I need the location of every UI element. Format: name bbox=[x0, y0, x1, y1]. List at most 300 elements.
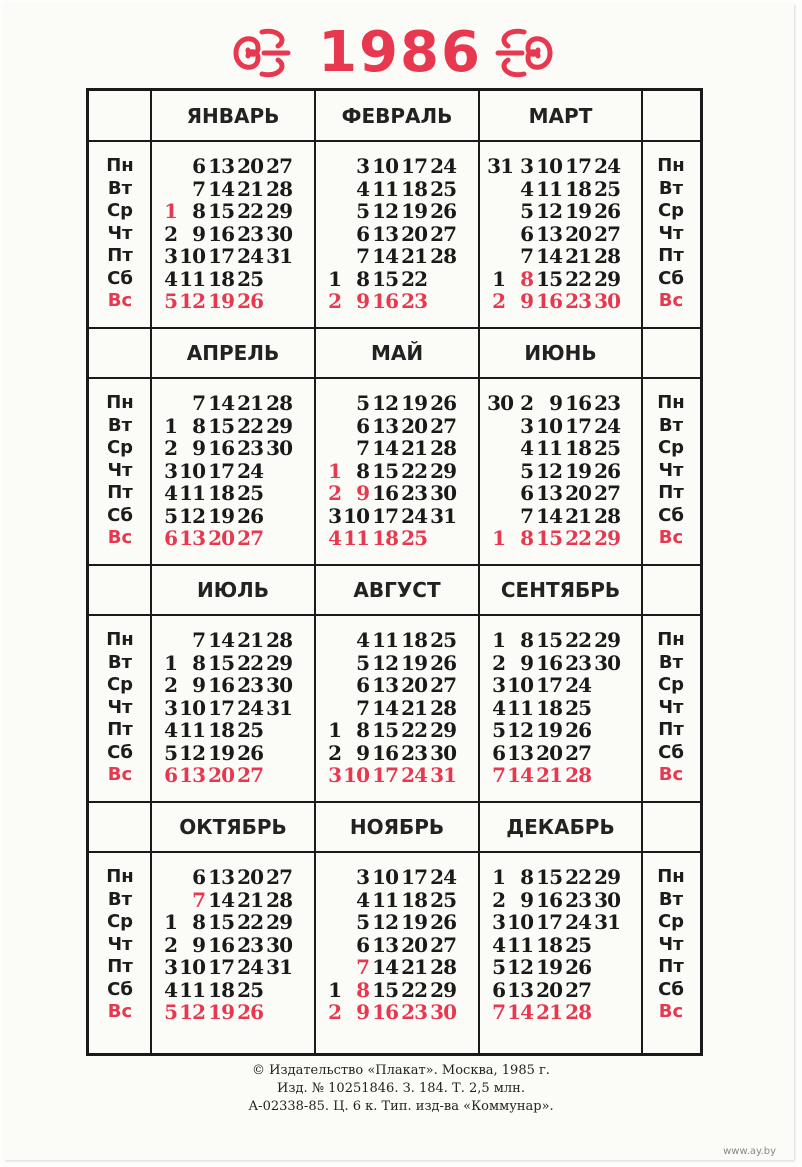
day-number: 16 bbox=[208, 436, 234, 460]
weekday-row bbox=[155, 245, 311, 268]
day-number: 15 bbox=[208, 910, 234, 934]
day-number: 13 bbox=[536, 481, 562, 505]
weekday-labels-right bbox=[643, 392, 699, 550]
day-number: 12 bbox=[507, 955, 533, 979]
day-number: 18 bbox=[401, 176, 427, 201]
day-number: 18 bbox=[401, 628, 427, 652]
day-number: 9 bbox=[356, 740, 369, 765]
weekday-label: Ср bbox=[106, 200, 134, 221]
day-number: 28 bbox=[594, 244, 620, 268]
day-number: 3 bbox=[492, 910, 505, 934]
weekday-row bbox=[155, 1001, 311, 1024]
weekday-row bbox=[483, 934, 638, 957]
weekday-row bbox=[155, 719, 311, 742]
day-number: 25 bbox=[594, 436, 620, 460]
day-number: 12 bbox=[372, 199, 398, 223]
day-number: 28 bbox=[430, 244, 456, 268]
day-number: 3 bbox=[164, 955, 177, 979]
day-number: 13 bbox=[372, 221, 398, 246]
day-number: 20 bbox=[237, 865, 263, 889]
day-number: 15 bbox=[372, 718, 398, 742]
day-number: 6 bbox=[192, 154, 205, 178]
day-number: 25 bbox=[565, 695, 591, 720]
day-number: 5 bbox=[164, 1000, 177, 1024]
day-number: 27 bbox=[565, 977, 591, 1002]
day-number: 13 bbox=[179, 526, 205, 550]
weekday-row bbox=[155, 742, 311, 765]
day-number: 21 bbox=[565, 503, 591, 528]
day-number: 24 bbox=[430, 154, 456, 178]
day-number: 14 bbox=[507, 1000, 533, 1024]
day-number: 10 bbox=[343, 763, 369, 787]
day-number: 24 bbox=[237, 955, 263, 979]
weekday-row bbox=[483, 505, 638, 528]
day-number: 9 bbox=[520, 887, 533, 912]
day-number: 2 bbox=[164, 436, 177, 460]
day-number: 9 bbox=[520, 650, 533, 675]
day-number: 17 bbox=[536, 910, 562, 934]
day-number: 28 bbox=[594, 503, 620, 528]
ornament-right-icon bbox=[494, 24, 558, 82]
day-number: 29 bbox=[266, 199, 292, 223]
weekday-label: Пн bbox=[657, 392, 685, 413]
day-number: 2 bbox=[164, 932, 177, 957]
day-number: 27 bbox=[594, 221, 620, 246]
day-number: 2 bbox=[164, 221, 177, 246]
day-number: 27 bbox=[430, 413, 456, 438]
month-name-12: ДЕКАБРЬ bbox=[506, 815, 615, 839]
month-name-6: ИЮНЬ bbox=[524, 341, 597, 365]
weekday-row bbox=[483, 223, 638, 246]
day-number: 7 bbox=[356, 436, 369, 460]
weekday-row bbox=[319, 178, 475, 201]
weekday-row bbox=[483, 866, 638, 889]
day-number: 30 bbox=[594, 650, 620, 675]
day-number: 9 bbox=[356, 289, 369, 313]
day-number: 20 bbox=[208, 526, 234, 550]
day-number: 8 bbox=[356, 977, 369, 1002]
day-number: 5 bbox=[356, 650, 369, 675]
day-number: 14 bbox=[372, 955, 398, 979]
day-number: 23 bbox=[401, 1000, 427, 1024]
weekday-row bbox=[319, 460, 475, 483]
day-number: 9 bbox=[192, 436, 205, 460]
day-number: 13 bbox=[372, 673, 398, 697]
day-number: 11 bbox=[372, 628, 398, 652]
weekday-labels-right bbox=[643, 629, 699, 787]
day-number: 2 bbox=[328, 740, 341, 765]
watermark: www.ay.by bbox=[723, 1146, 776, 1157]
day-number: 10 bbox=[179, 244, 205, 268]
day-number: 16 bbox=[536, 650, 562, 675]
day-number: 14 bbox=[536, 503, 562, 528]
day-number: 19 bbox=[208, 503, 234, 528]
day-number: 17 bbox=[565, 413, 591, 438]
day-number: 20 bbox=[401, 673, 427, 697]
day-number: 23 bbox=[401, 481, 427, 505]
day-number: 30 bbox=[430, 1000, 456, 1024]
day-number: 28 bbox=[266, 176, 292, 201]
day-number: 27 bbox=[430, 673, 456, 697]
day-number: 23 bbox=[565, 289, 591, 313]
weekday-row bbox=[319, 245, 475, 268]
day-number: 1 bbox=[328, 977, 341, 1002]
day-number: 25 bbox=[237, 977, 263, 1002]
day-number: 25 bbox=[237, 718, 263, 742]
weekday-row bbox=[155, 178, 311, 201]
weekday-label: Вс bbox=[107, 764, 133, 785]
day-number: 27 bbox=[266, 154, 292, 178]
day-number: 1 bbox=[328, 718, 341, 742]
day-number: 9 bbox=[192, 221, 205, 246]
day-number: 26 bbox=[565, 955, 591, 979]
day-number: 18 bbox=[208, 481, 234, 505]
day-number: 12 bbox=[179, 1000, 205, 1024]
day-number: 12 bbox=[372, 650, 398, 675]
day-number: 29 bbox=[594, 865, 620, 889]
day-number: 23 bbox=[237, 673, 263, 697]
weekday-label: Вт bbox=[107, 177, 133, 199]
month-name-8: АВГУСТ bbox=[353, 578, 441, 602]
day-number: 24 bbox=[565, 910, 591, 934]
day-number: 1 bbox=[164, 910, 177, 934]
day-number: 17 bbox=[401, 865, 427, 889]
day-number: 23 bbox=[594, 391, 620, 415]
day-number: 24 bbox=[594, 154, 620, 178]
weekday-labels-left bbox=[92, 392, 148, 550]
day-number: 28 bbox=[430, 436, 456, 460]
day-number: 24 bbox=[401, 503, 427, 528]
day-number: 16 bbox=[208, 932, 234, 957]
day-number: 10 bbox=[179, 955, 205, 979]
weekday-row bbox=[483, 911, 638, 934]
day-number: 24 bbox=[401, 763, 427, 787]
day-number: 13 bbox=[372, 932, 398, 957]
day-number: 7 bbox=[192, 628, 205, 652]
day-number: 31 bbox=[430, 503, 456, 528]
day-number: 23 bbox=[237, 221, 263, 246]
month-body-3 bbox=[483, 155, 638, 315]
day-number: 26 bbox=[430, 650, 456, 675]
day-number: 19 bbox=[401, 391, 427, 415]
day-number: 10 bbox=[179, 695, 205, 720]
day-number: 28 bbox=[266, 391, 292, 415]
weekday-row bbox=[155, 415, 311, 438]
day-number: 8 bbox=[356, 458, 369, 483]
weekday-label: Вт bbox=[658, 414, 684, 436]
weekday-label: Ср bbox=[657, 674, 685, 695]
day-number: 11 bbox=[507, 695, 533, 720]
ornament-left-icon bbox=[228, 24, 292, 82]
day-number: 25 bbox=[401, 526, 427, 550]
day-number: 8 bbox=[520, 628, 533, 652]
weekday-label: Сб bbox=[107, 741, 133, 763]
day-number: 11 bbox=[507, 932, 533, 957]
day-number: 5 bbox=[492, 718, 505, 742]
month-name-9: СЕНТЯБРЬ bbox=[500, 578, 621, 602]
month-name-2: ФЕВРАЛЬ bbox=[341, 104, 453, 128]
day-number: 11 bbox=[343, 526, 369, 550]
day-number: 5 bbox=[520, 458, 533, 483]
day-number: 21 bbox=[237, 391, 263, 415]
weekday-label: Чт bbox=[107, 933, 133, 955]
day-number: 22 bbox=[401, 718, 427, 742]
imprint-line-2: Изд. № 10251846. З. 184. Т. 2,5 млн. bbox=[277, 1081, 525, 1096]
day-number: 4 bbox=[492, 932, 505, 957]
weekday-row bbox=[483, 268, 638, 291]
day-number: 14 bbox=[208, 391, 234, 415]
weekday-label: Пн bbox=[106, 629, 134, 650]
weekday-label: Сб bbox=[658, 504, 684, 526]
day-number: 30 bbox=[266, 221, 292, 246]
day-number: 12 bbox=[536, 199, 562, 223]
day-number: 25 bbox=[565, 932, 591, 957]
day-number: 27 bbox=[430, 221, 456, 246]
weekday-row bbox=[483, 719, 638, 742]
day-number: 22 bbox=[401, 977, 427, 1002]
day-number: 1 bbox=[328, 266, 341, 291]
day-number: 2 bbox=[164, 673, 177, 697]
day-number: 26 bbox=[565, 718, 591, 742]
day-number: 16 bbox=[536, 887, 562, 912]
day-number: 8 bbox=[192, 910, 205, 934]
day-number: 30 bbox=[266, 436, 292, 460]
weekday-row bbox=[319, 742, 475, 765]
day-number: 17 bbox=[208, 695, 234, 720]
day-number: 6 bbox=[164, 526, 177, 550]
day-number: 15 bbox=[372, 977, 398, 1002]
day-number: 30 bbox=[594, 887, 620, 912]
day-number: 21 bbox=[536, 1000, 562, 1024]
day-number: 29 bbox=[430, 718, 456, 742]
day-number: 6 bbox=[492, 977, 505, 1002]
weekday-row bbox=[155, 866, 311, 889]
weekday-label: Пн bbox=[106, 866, 134, 887]
day-number: 17 bbox=[565, 154, 591, 178]
day-number: 18 bbox=[536, 695, 562, 720]
day-number: 26 bbox=[594, 199, 620, 223]
weekday-row bbox=[155, 956, 311, 979]
day-number: 20 bbox=[401, 413, 427, 438]
day-number: 7 bbox=[356, 955, 369, 979]
day-number: 6 bbox=[356, 221, 369, 246]
day-number: 24 bbox=[594, 413, 620, 438]
weekday-row bbox=[319, 223, 475, 246]
day-number: 4 bbox=[164, 481, 177, 505]
weekday-row bbox=[155, 200, 311, 223]
day-number: 27 bbox=[430, 932, 456, 957]
day-number: 3 bbox=[356, 865, 369, 889]
calendar-grid bbox=[86, 88, 703, 1056]
day-number: 22 bbox=[565, 628, 591, 652]
day-number: 14 bbox=[372, 695, 398, 720]
month-name-3: МАРТ bbox=[528, 104, 593, 128]
day-number: 10 bbox=[179, 458, 205, 483]
weekday-label: Пт bbox=[107, 956, 133, 977]
day-number: 2 bbox=[492, 650, 505, 675]
day-number: 10 bbox=[343, 503, 369, 528]
day-number: 23 bbox=[237, 436, 263, 460]
day-number: 5 bbox=[164, 289, 177, 313]
weekday-labels-left bbox=[92, 866, 148, 1024]
day-number: 7 bbox=[192, 887, 205, 912]
day-number: 31 bbox=[266, 244, 292, 268]
day-number: 19 bbox=[401, 650, 427, 675]
month-name-1: ЯНВАРЬ bbox=[186, 104, 280, 128]
day-number: 24 bbox=[237, 695, 263, 720]
day-number: 2 bbox=[328, 1000, 341, 1024]
day-number: 18 bbox=[208, 718, 234, 742]
month-body-11 bbox=[319, 866, 475, 1026]
day-number: 4 bbox=[328, 526, 341, 550]
day-number: 12 bbox=[536, 458, 562, 483]
day-number: 18 bbox=[401, 887, 427, 912]
day-number: 22 bbox=[565, 266, 591, 291]
day-number: 3 bbox=[520, 154, 533, 178]
day-number: 18 bbox=[372, 526, 398, 550]
day-number: 31 bbox=[487, 154, 513, 178]
day-number: 20 bbox=[401, 221, 427, 246]
day-number: 1 bbox=[164, 413, 177, 438]
day-number: 19 bbox=[536, 718, 562, 742]
day-number: 3 bbox=[164, 458, 177, 483]
day-number: 14 bbox=[208, 176, 234, 201]
day-number: 6 bbox=[356, 932, 369, 957]
weekday-row bbox=[155, 223, 311, 246]
day-number: 13 bbox=[507, 977, 533, 1002]
day-number: 21 bbox=[401, 244, 427, 268]
weekday-label: Сб bbox=[107, 978, 133, 1000]
day-number: 15 bbox=[208, 199, 234, 223]
day-number: 10 bbox=[536, 413, 562, 438]
weekday-label: Вс bbox=[107, 527, 133, 548]
day-number: 30 bbox=[487, 391, 513, 415]
weekday-row bbox=[319, 437, 475, 460]
day-number: 24 bbox=[237, 244, 263, 268]
day-number: 1 bbox=[492, 266, 505, 291]
weekday-row bbox=[319, 697, 475, 720]
day-number: 12 bbox=[507, 718, 533, 742]
day-number: 21 bbox=[401, 955, 427, 979]
weekday-label: Сб bbox=[658, 741, 684, 763]
day-number: 23 bbox=[565, 887, 591, 912]
day-number: 10 bbox=[536, 154, 562, 178]
day-number: 2 bbox=[328, 481, 341, 505]
day-number: 5 bbox=[520, 199, 533, 223]
weekday-label: Пт bbox=[658, 482, 684, 503]
day-number: 26 bbox=[430, 391, 456, 415]
weekday-row bbox=[319, 889, 475, 912]
day-number: 3 bbox=[328, 503, 341, 528]
weekday-label: Сб bbox=[107, 504, 133, 526]
day-number: 15 bbox=[536, 526, 562, 550]
day-number: 30 bbox=[266, 673, 292, 697]
day-number: 21 bbox=[565, 244, 591, 268]
weekday-label: Вс bbox=[107, 290, 133, 311]
day-number: 7 bbox=[520, 244, 533, 268]
day-number: 29 bbox=[594, 526, 620, 550]
day-number: 5 bbox=[164, 740, 177, 765]
day-number: 21 bbox=[237, 887, 263, 912]
day-number: 28 bbox=[565, 763, 591, 787]
day-number: 20 bbox=[401, 932, 427, 957]
weekday-row bbox=[483, 742, 638, 765]
weekday-label: Ср bbox=[657, 911, 685, 932]
weekday-label: Ср bbox=[106, 674, 134, 695]
weekday-row bbox=[155, 911, 311, 934]
weekday-label: Вс bbox=[107, 1001, 133, 1022]
day-number: 30 bbox=[594, 289, 620, 313]
weekday-label: Ср bbox=[106, 437, 134, 458]
day-number: 25 bbox=[237, 266, 263, 291]
day-number: 19 bbox=[565, 458, 591, 483]
imprint-line-3: А-02338-85. Ц. 6 к. Тип. изд-ва «Коммунар». bbox=[248, 1099, 554, 1114]
weekday-label: Пн bbox=[106, 155, 134, 176]
weekday-row bbox=[483, 290, 638, 313]
day-number: 13 bbox=[208, 865, 234, 889]
day-number: 29 bbox=[594, 628, 620, 652]
month-body-12 bbox=[483, 866, 638, 1026]
weekday-row bbox=[319, 527, 475, 550]
day-number: 2 bbox=[492, 289, 505, 313]
day-number: 4 bbox=[520, 176, 533, 201]
weekday-row bbox=[155, 392, 311, 415]
day-number: 22 bbox=[401, 266, 427, 291]
weekday-row bbox=[319, 911, 475, 934]
day-number: 14 bbox=[208, 628, 234, 652]
imprint bbox=[0, 1062, 802, 1116]
day-number: 16 bbox=[536, 289, 562, 313]
day-number: 28 bbox=[430, 695, 456, 720]
day-number: 8 bbox=[520, 266, 533, 291]
weekday-row bbox=[319, 629, 475, 652]
day-number: 6 bbox=[520, 481, 533, 505]
day-number: 5 bbox=[164, 503, 177, 528]
day-number: 7 bbox=[492, 763, 505, 787]
weekday-label: Пт bbox=[658, 719, 684, 740]
day-number: 3 bbox=[520, 413, 533, 438]
day-number: 8 bbox=[520, 865, 533, 889]
weekday-label: Пт bbox=[658, 956, 684, 977]
weekday-label: Вт bbox=[658, 888, 684, 910]
weekday-row bbox=[155, 629, 311, 652]
day-number: 4 bbox=[356, 628, 369, 652]
day-number: 8 bbox=[356, 266, 369, 291]
day-number: 5 bbox=[356, 391, 369, 415]
day-number: 11 bbox=[179, 718, 205, 742]
day-number: 18 bbox=[565, 436, 591, 460]
day-number: 4 bbox=[492, 695, 505, 720]
day-number: 15 bbox=[208, 413, 234, 438]
day-number: 21 bbox=[401, 436, 427, 460]
day-number: 29 bbox=[430, 458, 456, 483]
weekday-label: Вт bbox=[658, 651, 684, 673]
day-number: 30 bbox=[266, 932, 292, 957]
weekday-label: Вс bbox=[658, 290, 684, 311]
weekday-row bbox=[319, 1001, 475, 1024]
day-number: 29 bbox=[594, 266, 620, 291]
day-number: 27 bbox=[565, 740, 591, 765]
weekday-labels-right bbox=[643, 866, 699, 1024]
day-number: 21 bbox=[401, 695, 427, 720]
day-number: 20 bbox=[536, 740, 562, 765]
weekday-label: Пт bbox=[107, 719, 133, 740]
weekday-label: Пт bbox=[107, 245, 133, 266]
day-number: 3 bbox=[164, 244, 177, 268]
year-title: 1986 bbox=[318, 20, 482, 85]
day-number: 26 bbox=[430, 910, 456, 934]
weekday-row bbox=[483, 764, 638, 787]
